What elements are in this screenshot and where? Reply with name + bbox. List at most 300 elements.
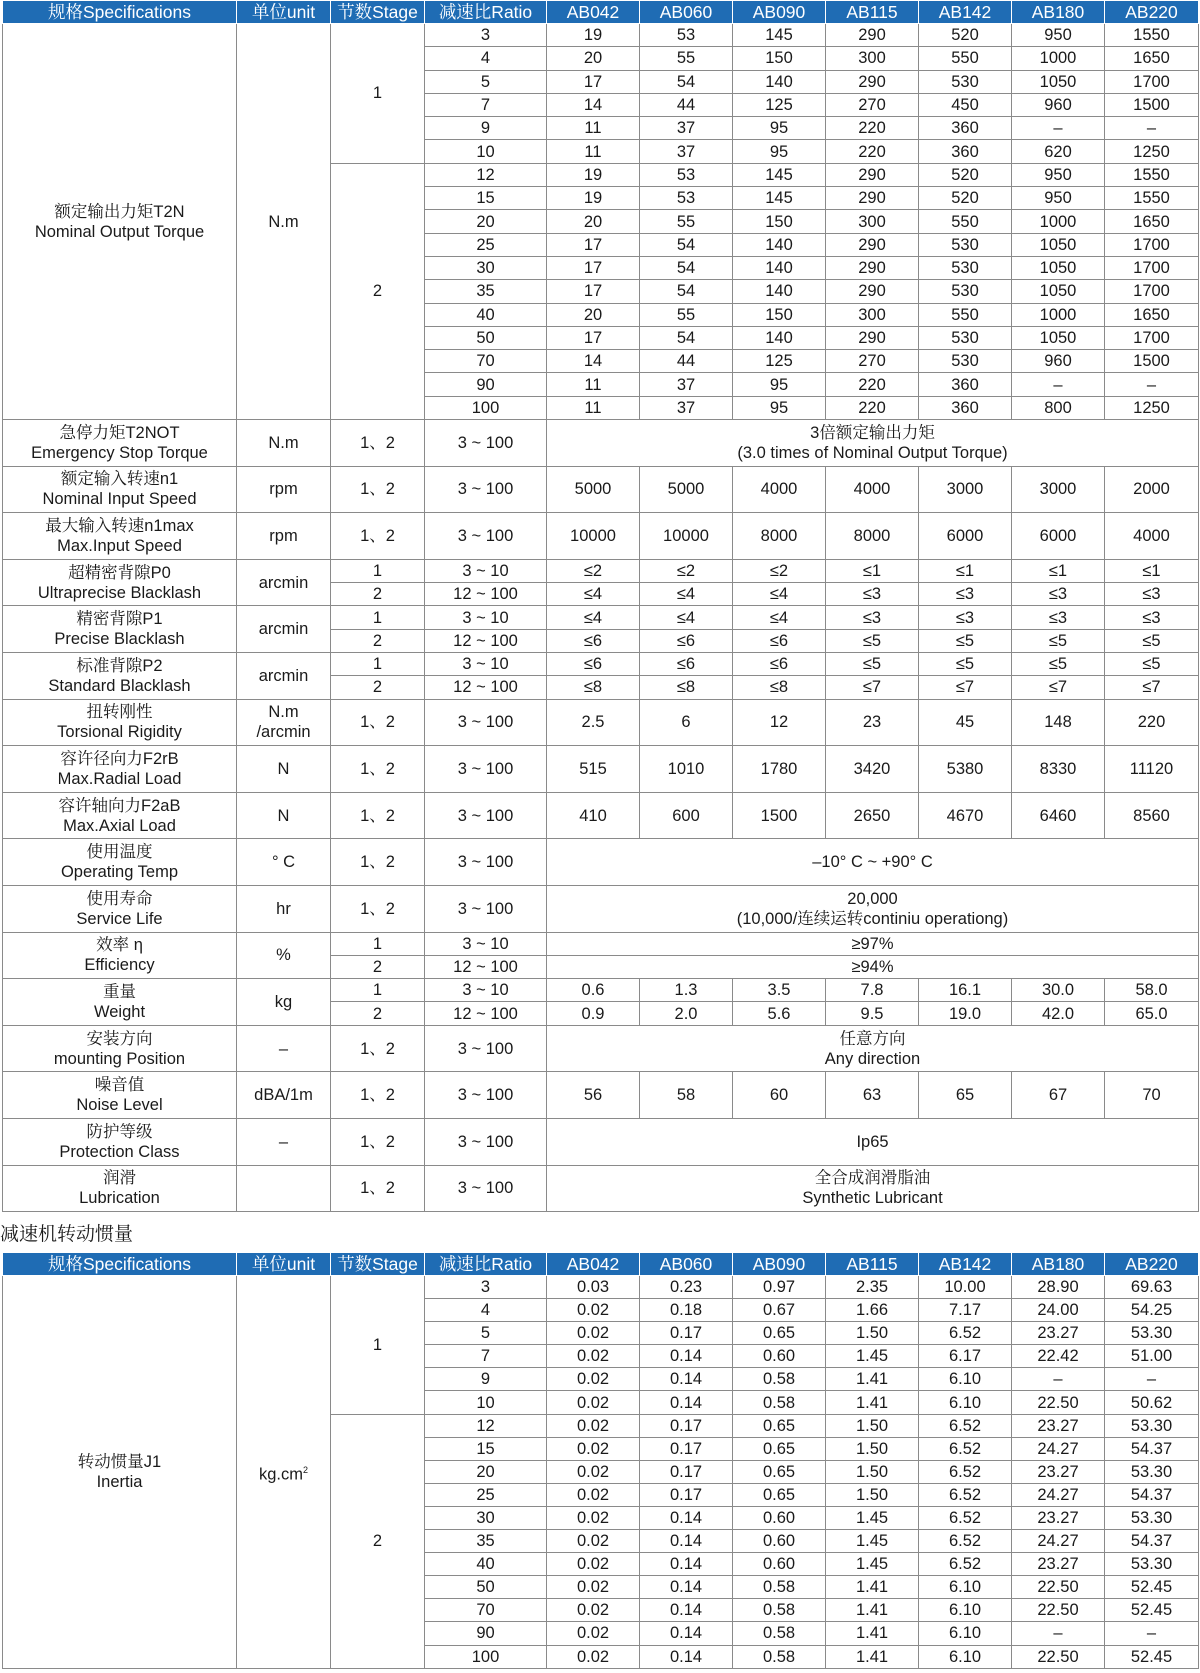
max-speed-row xyxy=(3,513,1199,560)
value-cell: 5380 xyxy=(919,746,1012,793)
max-speed-label xyxy=(3,513,237,560)
ratio-cell: 25 xyxy=(425,233,547,256)
value-cell: 300 xyxy=(826,303,919,326)
value-cell: 0.14 xyxy=(640,1345,733,1368)
value-cell: 24.00 xyxy=(1012,1299,1105,1322)
value-cell: 22.50 xyxy=(1012,1391,1105,1414)
value-cell: 6.52 xyxy=(919,1530,1012,1553)
value-cell: 125 xyxy=(733,93,826,116)
value-cell: 1650 xyxy=(1105,303,1199,326)
value-cell: 8000 xyxy=(733,513,826,560)
value-cell: 150 xyxy=(733,303,826,326)
weight-label xyxy=(3,979,237,1026)
ratio-cell: 90 xyxy=(425,1622,547,1645)
header-stage: 节数Stage xyxy=(331,1253,425,1276)
value-cell: 37 xyxy=(640,396,733,419)
protection-row xyxy=(3,1118,1199,1165)
efficiency-unit: % xyxy=(237,932,331,979)
backlash-p0-stage-2: 2 xyxy=(331,583,425,606)
value-cell: 3000 xyxy=(919,466,1012,513)
header-ratio: 减速比Ratio xyxy=(425,1253,547,1276)
rigidity-label-en: Torsional Rigidity xyxy=(57,723,182,742)
value-cell: 1.50 xyxy=(826,1483,919,1506)
max-speed-label-cn: 最大输入转速n1max xyxy=(45,517,194,536)
value-cell: 0.14 xyxy=(640,1622,733,1645)
value-cell: 360 xyxy=(919,140,1012,163)
value-cell: 6.17 xyxy=(919,1345,1012,1368)
inertia-label xyxy=(3,1276,237,1669)
value-cell: ≤6 xyxy=(640,653,733,676)
backlash-p1-label-cn: 精密背隙P1 xyxy=(76,610,163,629)
ratio-cell: 7 xyxy=(425,1345,547,1368)
value-cell: 55 xyxy=(640,47,733,70)
estop-row xyxy=(3,420,1199,467)
ratio-cell: 10 xyxy=(425,1391,547,1414)
mounting-ratio: 3 ~ 100 xyxy=(425,1025,547,1072)
value-cell: – xyxy=(1105,117,1199,140)
value-cell: 24.27 xyxy=(1012,1483,1105,1506)
value-cell: 0.65 xyxy=(733,1414,826,1437)
value-cell: ≤3 xyxy=(919,583,1012,606)
life-value-continuous: (10,000/连续运转continiu operationg) xyxy=(736,909,1009,928)
value-cell: 6.10 xyxy=(919,1391,1012,1414)
value-cell: 0.97 xyxy=(733,1276,826,1299)
value-cell: 0.02 xyxy=(547,1483,640,1506)
value-cell: ≤4 xyxy=(640,606,733,629)
value-cell: 0.67 xyxy=(733,1299,826,1322)
protection-unit: – xyxy=(237,1118,331,1165)
header-ab180: AB180 xyxy=(1012,1,1105,24)
value-cell: 23 xyxy=(826,699,919,746)
axial-label-cn: 容许轴向力F2aB xyxy=(58,796,181,815)
rigidity-row xyxy=(3,699,1199,746)
value-cell: ≤3 xyxy=(1105,606,1199,629)
backlash-p2-unit: arcmin xyxy=(237,653,331,700)
value-cell: ≤5 xyxy=(919,653,1012,676)
radial-label-en: Max.Radial Load xyxy=(57,770,182,788)
value-cell: 65 xyxy=(919,1072,1012,1119)
value-cell: 0.17 xyxy=(640,1414,733,1437)
ratio-cell: 50 xyxy=(425,1576,547,1599)
input-speed-ratio: 3 ~ 100 xyxy=(425,466,547,513)
value-cell: 5.6 xyxy=(733,1002,826,1025)
value-cell: 8330 xyxy=(1012,746,1105,793)
value-cell: 54.25 xyxy=(1105,1299,1199,1322)
value-cell: 54 xyxy=(640,256,733,279)
inertia-header-row xyxy=(3,1253,1199,1276)
value-cell: 95 xyxy=(733,396,826,419)
torque-label xyxy=(3,24,237,420)
value-cell: 55 xyxy=(640,303,733,326)
value-cell: 4000 xyxy=(826,466,919,513)
value-cell: 0.58 xyxy=(733,1576,826,1599)
ratio-cell: 40 xyxy=(425,303,547,326)
header-ab220: AB220 xyxy=(1105,1253,1199,1276)
value-cell: 5000 xyxy=(547,466,640,513)
value-cell: 6.52 xyxy=(919,1322,1012,1345)
ratio-cell: 50 xyxy=(425,326,547,349)
value-cell: 53 xyxy=(640,163,733,186)
value-cell: 1700 xyxy=(1105,326,1199,349)
value-cell: 960 xyxy=(1012,93,1105,116)
backlash-p2-label-cn: 标准背隙P2 xyxy=(76,656,163,675)
value-cell: 19 xyxy=(547,187,640,210)
value-cell: 1000 xyxy=(1012,303,1105,326)
torque-stage-2: 2 xyxy=(331,163,425,419)
value-cell: 1.50 xyxy=(826,1460,919,1483)
ratio-cell: 5 xyxy=(425,70,547,93)
backlash-p1-label-en: Precise Blacklash xyxy=(54,630,185,649)
value-cell: 520 xyxy=(919,187,1012,210)
value-cell: 1.41 xyxy=(826,1391,919,1414)
value-cell: 23.27 xyxy=(1012,1460,1105,1483)
value-cell: 9.5 xyxy=(826,1002,919,1025)
value-cell: 0.58 xyxy=(733,1645,826,1668)
mounting-label-en: mounting Position xyxy=(53,1049,186,1068)
value-cell: 23.27 xyxy=(1012,1414,1105,1437)
value-cell: 0.65 xyxy=(733,1460,826,1483)
value-cell: – xyxy=(1012,1622,1105,1645)
inertia-unit-superscript: 2 xyxy=(303,1464,309,1475)
value-cell: ≤5 xyxy=(919,629,1012,652)
value-cell: 53 xyxy=(640,187,733,210)
value-cell: 1050 xyxy=(1012,256,1105,279)
value-cell: 290 xyxy=(826,256,919,279)
value-cell: 530 xyxy=(919,233,1012,256)
value-cell: 6.52 xyxy=(919,1437,1012,1460)
value-cell: 0.58 xyxy=(733,1391,826,1414)
header-unit: 单位unit xyxy=(237,1,331,24)
value-cell: 125 xyxy=(733,350,826,373)
header-ab060: AB060 xyxy=(640,1253,733,1276)
backlash-p1-label xyxy=(3,606,237,653)
ratio-cell: 30 xyxy=(425,1506,547,1529)
lubrication-label xyxy=(3,1165,237,1212)
value-cell: 1.45 xyxy=(826,1345,919,1368)
value-cell: 1.45 xyxy=(826,1530,919,1553)
value-cell: 54 xyxy=(640,233,733,256)
mounting-value-en: Any direction xyxy=(824,1049,921,1068)
noise-unit: dBA/1m xyxy=(237,1072,331,1119)
value-cell: ≤3 xyxy=(1012,606,1105,629)
protection-label-cn: 防护等级 xyxy=(86,1122,153,1141)
backlash-p1-stage-1: 1 xyxy=(331,606,425,629)
value-cell: 1700 xyxy=(1105,233,1199,256)
value-cell: 140 xyxy=(733,70,826,93)
value-cell: 0.17 xyxy=(640,1437,733,1460)
axial-unit: N xyxy=(237,792,331,839)
ratio-cell: 9 xyxy=(425,1368,547,1391)
temp-ratio: 3 ~ 100 xyxy=(425,839,547,886)
backlash-p0-unit: arcmin xyxy=(237,559,331,606)
estop-label-en: Emergency Stop Torque xyxy=(31,443,208,462)
value-cell: 17 xyxy=(547,280,640,303)
value-cell: ≤4 xyxy=(547,606,640,629)
header-ab142: AB142 xyxy=(919,1,1012,24)
value-cell: 950 xyxy=(1012,24,1105,47)
value-cell: 270 xyxy=(826,350,919,373)
lubrication-value-en: Synthetic Lubricant xyxy=(802,1189,943,1208)
value-cell: 53.30 xyxy=(1105,1506,1199,1529)
value-cell: 290 xyxy=(826,326,919,349)
value-cell: 44 xyxy=(640,93,733,116)
value-cell: 1010 xyxy=(640,746,733,793)
header-ab180: AB180 xyxy=(1012,1253,1105,1276)
ratio-cell: 20 xyxy=(425,1460,547,1483)
torque-unit-text: N.m xyxy=(268,212,299,231)
noise-label-cn: 噪音值 xyxy=(94,1076,145,1095)
value-cell: 4000 xyxy=(1105,513,1199,560)
ratio-cell: 20 xyxy=(425,210,547,233)
value-cell: 1500 xyxy=(1105,93,1199,116)
value-cell: 58.0 xyxy=(1105,979,1199,1002)
value-cell: 3000 xyxy=(1012,466,1105,513)
input-speed-stage: 1、2 xyxy=(331,466,425,513)
value-cell: 530 xyxy=(919,70,1012,93)
value-cell: ≤3 xyxy=(1012,583,1105,606)
value-cell: 0.02 xyxy=(547,1506,640,1529)
protection-label xyxy=(3,1118,237,1165)
radial-ratio: 3 ~ 100 xyxy=(425,746,547,793)
value-cell: 7.17 xyxy=(919,1299,1012,1322)
value-cell: 450 xyxy=(919,93,1012,116)
value-cell: ≤8 xyxy=(733,676,826,699)
value-cell: ≤2 xyxy=(640,559,733,582)
value-cell: 1050 xyxy=(1012,280,1105,303)
value-cell: 0.02 xyxy=(547,1345,640,1368)
value-cell: 7.8 xyxy=(826,979,919,1002)
value-cell: 1050 xyxy=(1012,70,1105,93)
value-cell: 17 xyxy=(547,256,640,279)
backlash-p0-ratio-1: 3 ~ 10 xyxy=(425,559,547,582)
value-cell: 150 xyxy=(733,210,826,233)
value-cell: 11120 xyxy=(1105,746,1199,793)
value-cell: 140 xyxy=(733,256,826,279)
torque-row xyxy=(3,24,1199,47)
value-cell: 950 xyxy=(1012,163,1105,186)
value-cell: ≤5 xyxy=(1105,629,1199,652)
value-cell: 3.5 xyxy=(733,979,826,1002)
ratio-cell: 90 xyxy=(425,373,547,396)
noise-stage: 1、2 xyxy=(331,1072,425,1119)
value-cell: 54.37 xyxy=(1105,1530,1199,1553)
rigidity-label-cn: 扭转刚性 xyxy=(86,703,153,722)
value-cell: ≤5 xyxy=(826,629,919,652)
noise-label-en: Noise Level xyxy=(76,1096,163,1115)
value-cell: 12 xyxy=(733,699,826,746)
value-cell: 5000 xyxy=(640,466,733,513)
value-cell: 1050 xyxy=(1012,326,1105,349)
value-cell: 0.02 xyxy=(547,1437,640,1460)
value-cell: 0.02 xyxy=(547,1553,640,1576)
value-cell: ≤1 xyxy=(1105,559,1199,582)
value-cell: 0.60 xyxy=(733,1345,826,1368)
life-label-en: Service Life xyxy=(76,909,163,928)
value-cell: 0.58 xyxy=(733,1599,826,1622)
value-cell: ≤8 xyxy=(547,676,640,699)
ratio-cell: 70 xyxy=(425,350,547,373)
value-cell: 1.41 xyxy=(826,1645,919,1668)
value-cell: 530 xyxy=(919,280,1012,303)
value-cell: 16.1 xyxy=(919,979,1012,1002)
value-cell: 70 xyxy=(1105,1072,1199,1119)
backlash-p0-row xyxy=(3,559,1199,582)
value-cell: 95 xyxy=(733,117,826,140)
value-cell: 58 xyxy=(640,1072,733,1119)
value-cell: 1700 xyxy=(1105,70,1199,93)
value-cell: 0.02 xyxy=(547,1368,640,1391)
value-cell: ≤7 xyxy=(1012,676,1105,699)
life-row xyxy=(3,885,1199,932)
estop-stage: 1、2 xyxy=(331,420,425,467)
backlash-p0-ratio-2: 12 ~ 100 xyxy=(425,583,547,606)
inertia-section-title: 减速机转动惯量 xyxy=(0,1224,134,1245)
ratio-cell: 12 xyxy=(425,1414,547,1437)
value-cell: 8560 xyxy=(1105,792,1199,839)
radial-row xyxy=(3,746,1199,793)
estop-label xyxy=(3,420,237,467)
value-cell: 220 xyxy=(826,117,919,140)
specifications-table xyxy=(2,1,1199,1212)
input-speed-label xyxy=(3,466,237,513)
input-speed-label-en: Nominal Input Speed xyxy=(42,490,197,509)
value-cell: ≤8 xyxy=(640,676,733,699)
value-cell: 53.30 xyxy=(1105,1553,1199,1576)
efficiency-label-en: Efficiency xyxy=(84,956,155,975)
lubrication-label-en: Lubrication xyxy=(79,1189,160,1208)
value-cell: 1500 xyxy=(1105,350,1199,373)
value-cell: ≤5 xyxy=(826,653,919,676)
value-cell: ≤3 xyxy=(826,583,919,606)
value-cell: 270 xyxy=(826,93,919,116)
life-stage: 1、2 xyxy=(331,885,425,932)
value-cell: 1.3 xyxy=(640,979,733,1002)
value-cell: 6.10 xyxy=(919,1368,1012,1391)
protection-stage: 1、2 xyxy=(331,1118,425,1165)
value-cell: ≤3 xyxy=(1105,583,1199,606)
value-cell: 0.02 xyxy=(547,1645,640,1668)
efficiency-value-2: ≥94% xyxy=(547,955,1199,978)
value-cell: 23.27 xyxy=(1012,1506,1105,1529)
efficiency-stage-2: 2 xyxy=(331,955,425,978)
noise-label xyxy=(3,1072,237,1119)
value-cell: 95 xyxy=(733,373,826,396)
value-cell: 0.02 xyxy=(547,1599,640,1622)
radial-unit: N xyxy=(237,746,331,793)
lubrication-label-cn: 润滑 xyxy=(103,1169,136,1188)
torque-label-en: Nominal Output Torque xyxy=(34,222,205,241)
value-cell: 8000 xyxy=(826,513,919,560)
value-cell: 60 xyxy=(733,1072,826,1119)
lubrication-unit xyxy=(237,1165,331,1212)
value-cell: 22.50 xyxy=(1012,1599,1105,1622)
value-cell: ≤4 xyxy=(640,583,733,606)
value-cell: 360 xyxy=(919,373,1012,396)
value-cell: ≤1 xyxy=(1012,559,1105,582)
value-cell: ≤4 xyxy=(733,583,826,606)
value-cell: 145 xyxy=(733,163,826,186)
value-cell: 515 xyxy=(547,746,640,793)
value-cell: 17 xyxy=(547,326,640,349)
ratio-cell: 10 xyxy=(425,140,547,163)
value-cell: 37 xyxy=(640,373,733,396)
efficiency-ratio-2: 12 ~ 100 xyxy=(425,955,547,978)
value-cell: 0.58 xyxy=(733,1622,826,1645)
value-cell: 220 xyxy=(826,140,919,163)
value-cell: 1000 xyxy=(1012,210,1105,233)
ratio-cell: 40 xyxy=(425,1553,547,1576)
value-cell: 290 xyxy=(826,163,919,186)
value-cell: 23.27 xyxy=(1012,1553,1105,1576)
value-cell: 1050 xyxy=(1012,233,1105,256)
value-cell: 1550 xyxy=(1105,24,1199,47)
value-cell: 95 xyxy=(733,140,826,163)
ratio-cell: 4 xyxy=(425,47,547,70)
value-cell: 550 xyxy=(919,210,1012,233)
estop-unit: N.m xyxy=(237,420,331,467)
value-cell: 0.14 xyxy=(640,1553,733,1576)
value-cell: 11 xyxy=(547,117,640,140)
value-cell: 800 xyxy=(1012,396,1105,419)
ratio-cell: 100 xyxy=(425,396,547,419)
value-cell: 0.02 xyxy=(547,1391,640,1414)
value-cell: ≤5 xyxy=(1012,629,1105,652)
inertia-row xyxy=(3,1276,1199,1299)
header-ab115: AB115 xyxy=(826,1253,919,1276)
value-cell: – xyxy=(1105,1622,1199,1645)
efficiency-value-1: ≥97% xyxy=(547,932,1199,955)
value-cell: 300 xyxy=(826,47,919,70)
value-cell: 1700 xyxy=(1105,280,1199,303)
value-cell: 6460 xyxy=(1012,792,1105,839)
radial-stage: 1、2 xyxy=(331,746,425,793)
backlash-p2-label-en: Standard Blacklash xyxy=(48,676,191,695)
value-cell: 0.18 xyxy=(640,1299,733,1322)
rigidity-unit-line1: N.m xyxy=(268,703,299,722)
noise-ratio: 3 ~ 100 xyxy=(425,1072,547,1119)
ratio-cell: 9 xyxy=(425,117,547,140)
value-cell: 0.14 xyxy=(640,1368,733,1391)
header-specifications: 规格Specifications xyxy=(3,1,237,24)
header-ab220: AB220 xyxy=(1105,1,1199,24)
value-cell: 550 xyxy=(919,47,1012,70)
torque-stage-1: 1 xyxy=(331,24,425,164)
ratio-cell: 35 xyxy=(425,1530,547,1553)
ratio-cell: 7 xyxy=(425,93,547,116)
value-cell: 54.37 xyxy=(1105,1437,1199,1460)
value-cell: – xyxy=(1105,1368,1199,1391)
weight-ratio-1: 3 ~ 10 xyxy=(425,979,547,1002)
value-cell: 51.00 xyxy=(1105,1345,1199,1368)
lubrication-ratio: 3 ~ 100 xyxy=(425,1165,547,1212)
value-cell: 10000 xyxy=(640,513,733,560)
axial-stage: 1、2 xyxy=(331,792,425,839)
value-cell: 17 xyxy=(547,70,640,93)
value-cell: 0.14 xyxy=(640,1391,733,1414)
value-cell: 53.30 xyxy=(1105,1460,1199,1483)
value-cell: 54 xyxy=(640,280,733,303)
backlash-p2-label xyxy=(3,653,237,700)
value-cell: 0.17 xyxy=(640,1322,733,1345)
value-cell: 150 xyxy=(733,47,826,70)
header-ab090: AB090 xyxy=(733,1253,826,1276)
value-cell: 11 xyxy=(547,140,640,163)
value-cell: 290 xyxy=(826,187,919,210)
value-cell: 1.50 xyxy=(826,1322,919,1345)
value-cell: 1.41 xyxy=(826,1576,919,1599)
efficiency-label xyxy=(3,932,237,979)
value-cell: 0.60 xyxy=(733,1506,826,1529)
